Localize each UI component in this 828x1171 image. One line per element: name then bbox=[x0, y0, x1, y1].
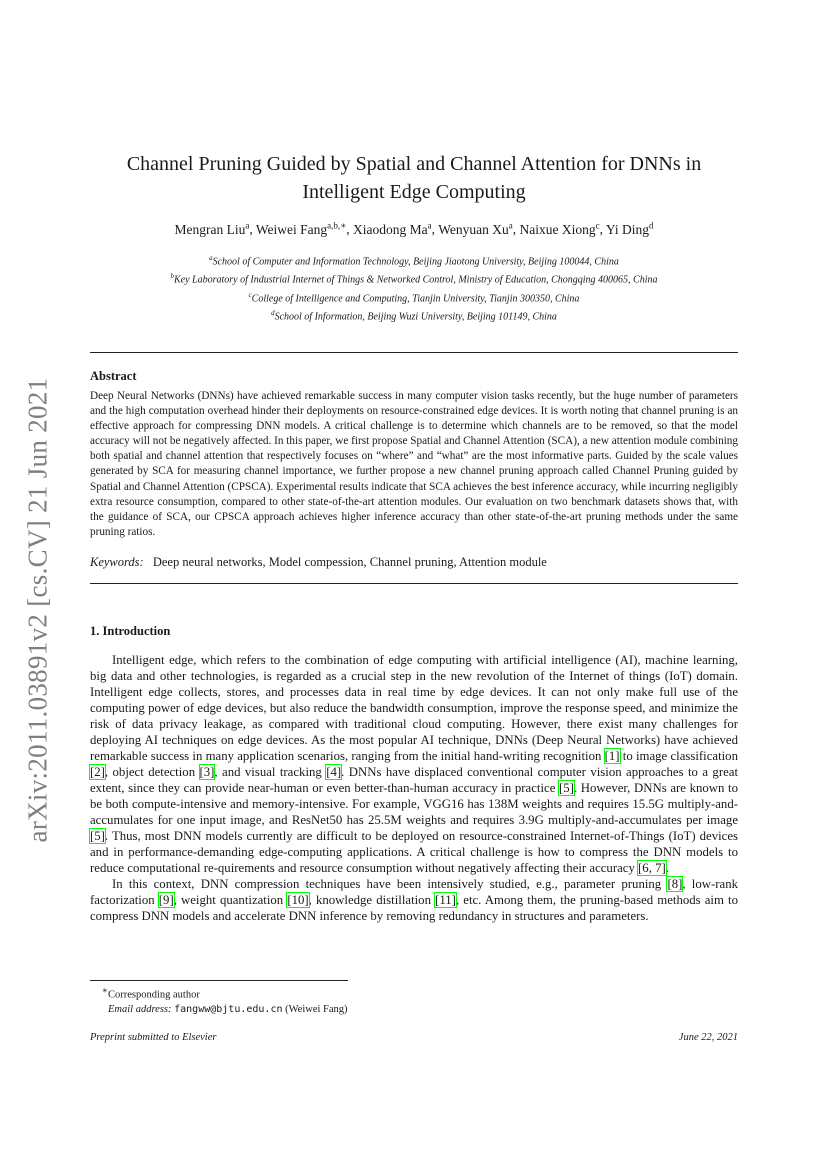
author-name bbox=[438, 222, 513, 237]
author-name-text: Wenyuan Xu bbox=[438, 221, 509, 237]
keywords-label: Keywords: bbox=[90, 555, 144, 569]
author-name bbox=[256, 222, 346, 237]
affiliation-text: College of Intelligence and Computing, Tianjin University, Tianjin 300350, China bbox=[251, 292, 580, 304]
paper-title bbox=[90, 150, 738, 206]
footer-date: June 22, 2021 bbox=[678, 1032, 738, 1043]
abstract-heading: Abstract bbox=[90, 369, 137, 383]
author-name-text: Mengran Liu bbox=[174, 221, 246, 237]
paragraph-text: In this context, DNN compression techniques have been intensively studied, e.g., parameter pruning bbox=[112, 877, 668, 891]
affiliation-mark: c bbox=[248, 290, 252, 299]
paragraph-text: , etc. Among them, the pruning-based methods aim to compress DNN models and accelerate DNN inference by removing redundancy in structures and parameters. bbox=[90, 893, 738, 923]
paragraph-text: Intelligent edge, which refers to the combination of edge computing with artificial intelligence (AI), machine learning, big data and other technologies, is regarded as a crucial step in the new revolution of the Internet of things (IoT) domain. Intelligent edge collects, stores, and processes data in real time by edge devices. It can not only make full use of the computing power of edge devices, but also reduce the bandwidth consumption, improve the response speed, and minimize the risk of data privacy leakage, as compared with traditional cloud computing. However, there exist many challenges for deploying AI techniques on edge devices. As the most popular AI technique, DNNs (Deep Neural Networks) have achieved remarkable success in many application scenarios, ranging from the initial hand-writing recognition bbox=[90, 653, 738, 763]
footnote-email-label: Email address: bbox=[108, 1003, 172, 1015]
footnote bbox=[90, 983, 348, 1017]
citation-link[interactable]: [10] bbox=[287, 893, 309, 907]
affiliation-mark: d bbox=[271, 308, 275, 317]
paragraph-text: . Thus, most DNN models currently are difficult to be deployed on resource-constrained Internet-of-Things (IoT) devices and in performance-demanding edge-computing applications. A critical challenge is how to compress the DNN models to reduce computational re-quirements and resource consumption without negatively affecting their accuracy bbox=[90, 829, 738, 875]
title-line-1: Channel Pruning Guided by Spatial and Channel Attention for DNNs in bbox=[126, 153, 702, 175]
citation-link[interactable]: [9] bbox=[158, 893, 174, 907]
footnote-email-owner: (Weiwei Fang) bbox=[285, 1003, 348, 1015]
footnote-corresponding: Corresponding author bbox=[107, 989, 200, 1001]
citation-link[interactable]: [8] bbox=[667, 877, 683, 891]
section-heading-introduction: 1. Introduction bbox=[90, 624, 171, 638]
footnote-rule bbox=[90, 980, 348, 981]
footnote-email-link[interactable]: fangww@bjtu.edu.cn bbox=[174, 1003, 283, 1015]
author-name-text: Naixue Xiong bbox=[519, 221, 596, 237]
citation-link[interactable]: [3] bbox=[199, 765, 215, 779]
affiliation-text: School of Information, Beijing Wuzi University, Beijing 101149, China bbox=[274, 311, 557, 323]
author-affiliation-mark: a bbox=[245, 220, 250, 230]
abstract-top-rule bbox=[90, 352, 738, 353]
citation-link[interactable]: [4] bbox=[326, 765, 342, 779]
author-name bbox=[606, 222, 654, 237]
author-affiliation-mark: d bbox=[648, 220, 654, 230]
author-name-text: Yi Ding bbox=[605, 221, 649, 237]
intro-paragraph-1 bbox=[90, 652, 738, 876]
citation-link[interactable]: [2] bbox=[90, 765, 105, 779]
affiliation-line bbox=[90, 288, 738, 306]
author-affiliation-mark: a bbox=[427, 220, 432, 230]
author-name bbox=[175, 222, 250, 237]
author-list: Mengran Liu$^a$, Weiwei Fang$^{a,b,∗}$, Xiaodong Ma$^a$, Wenyuan Xu$^a$, Naixue Xiong$^c$, Yi Ding$^d$ bbox=[174, 220, 654, 237]
paragraph-text: , and visual tracking bbox=[214, 765, 327, 779]
affiliation-mark: b bbox=[170, 272, 174, 281]
affiliation-text: Key Laboratory of Industrial Internet of Things & Networked Control, Ministry of Education, Chongqing 400065, China bbox=[173, 274, 658, 286]
affiliation-line bbox=[90, 269, 738, 287]
title-line-2: Intelligent Edge Computing bbox=[302, 181, 526, 203]
paragraph-text: , object detection bbox=[104, 765, 200, 779]
affiliation-list bbox=[90, 251, 738, 324]
intro-paragraph-2 bbox=[90, 876, 738, 924]
paragraph-text: , weight quantization bbox=[173, 893, 288, 907]
author-name-text: Weiwei Fang bbox=[255, 221, 328, 237]
keywords-text: Deep neural networks, Model compession, Channel pruning, Attention module bbox=[152, 555, 547, 569]
citation-link[interactable]: [5] bbox=[559, 781, 574, 795]
paragraph-text: , knowledge distillation bbox=[308, 893, 436, 907]
citation-link[interactable]: [1] bbox=[604, 749, 620, 763]
introduction-body bbox=[90, 652, 738, 924]
affiliation-line bbox=[90, 251, 738, 269]
author-affiliation-mark: c bbox=[595, 220, 600, 230]
paragraph-text: , low-rank factorization bbox=[90, 877, 739, 907]
citation-link[interactable]: [11] bbox=[435, 893, 456, 907]
citation-link[interactable]: [5] bbox=[90, 829, 105, 843]
author-name bbox=[519, 222, 599, 237]
affiliation-mark: a bbox=[209, 254, 213, 262]
footer-preprint: Preprint submitted to Elsevier bbox=[90, 1032, 217, 1043]
footnote-mark: ∗ bbox=[102, 985, 108, 995]
abstract-bottom-rule bbox=[90, 583, 738, 584]
affiliation-line bbox=[90, 306, 738, 324]
citation-link[interactable]: [6, 7] bbox=[638, 861, 666, 875]
abstract-text: Deep Neural Networks (DNNs) have achieved remarkable success in many computer vision tasks recently, but the huge number of parameters and the high computation overhead hinder their deployments on resource-constrained edge devices. It is worth noting that channel pruning is an effective approach for compressing DNN models. A critical challenge is to determine which channels are to be removed, so that the model accuracy will not be negatively affected. In this paper, we first propose Spatial and Channel Attention (SCA), a new attention module combining both spatial and channel attention that respectively focuses on “where” and “what” are the most informative parts. Guided by the scale values generated by SCA for measuring channel importance, we further propose a new channel pruning approach called Channel Pruning guided by Spatial and Channel Attention (CPSCA). Experimental results indicate that SCA achieves the best inference accuracy, while incurring negligibly extra resource consumption, compared to other state-of-the-art attention modules. Our evaluation on two benchmark datasets shows that, with the guidance of SCA, our CPSCA approach achieves higher inference accuracy than other state-of-the-art pruning methods under the same pruning ratios. bbox=[90, 390, 738, 538]
paragraph-text: . bbox=[665, 861, 669, 875]
paragraph-text: . However, DNNs are known to be both compute-intensive and memory-intensive. For example, VGG16 has 138M weights and requires 15.5G multiply-and-accumulates for one input image, and ResNet50 has 25.5M weights and requires 3.9G multiply-and-accumulates per image bbox=[90, 781, 738, 827]
author-affiliation-mark: a,b,∗ bbox=[327, 220, 347, 230]
author-name-text: Xiaodong Ma bbox=[353, 221, 428, 237]
arxiv-identifier: arXiv:2011.03891v2 [cs.CV] 21 Jun 2021 bbox=[22, 377, 53, 843]
affiliation-text: School of Computer and Information Technology, Beijing Jiaotong University, Beijing 100044, China bbox=[212, 256, 619, 268]
keywords-line bbox=[90, 555, 738, 570]
author-affiliation-mark: a bbox=[508, 220, 513, 230]
arxiv-sidebar-stamp bbox=[22, 360, 54, 860]
author-name bbox=[353, 222, 432, 237]
paragraph-text: . DNNs have displaced conventional computer vision approaches to a great extent, since they can provide near-human or even better-than-human accuracy in practice bbox=[90, 765, 738, 795]
paragraph-text: to image classification bbox=[619, 749, 738, 763]
